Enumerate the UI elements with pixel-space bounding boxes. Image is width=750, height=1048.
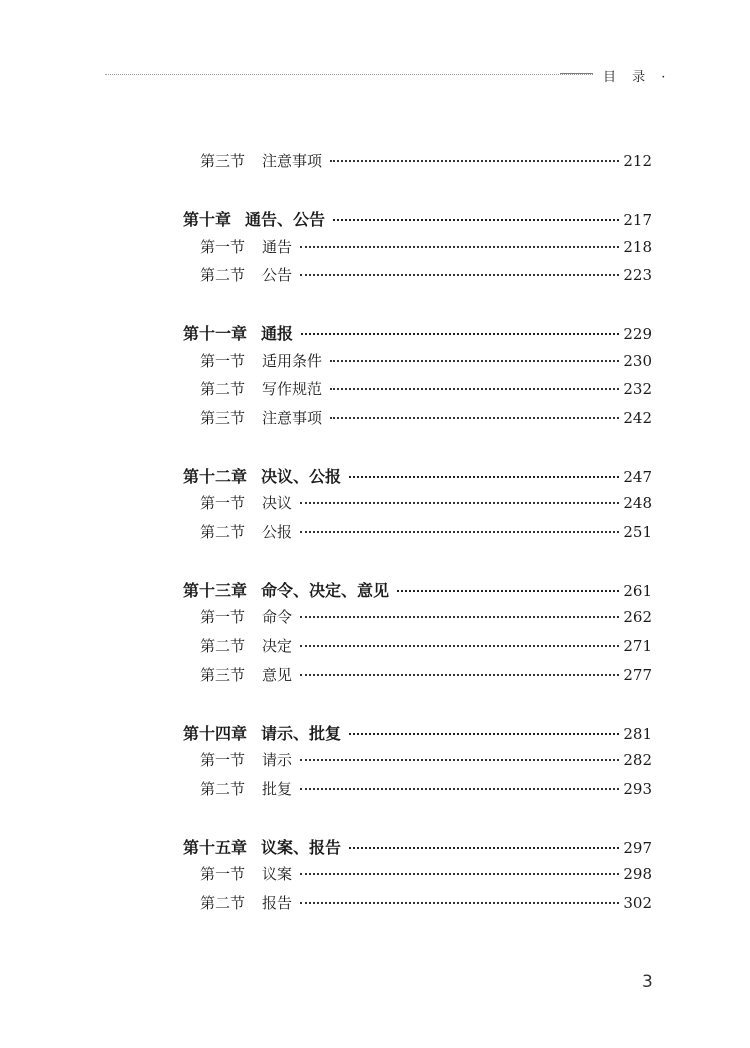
section-title: 公报: [262, 523, 293, 541]
toc-section-entry: [200, 521, 652, 541]
section-title: 批复: [262, 780, 293, 798]
section-title: 适用条件: [262, 352, 323, 370]
dot-leader: [300, 898, 619, 904]
section-number: 第二节: [200, 780, 246, 798]
section-title: 命令: [262, 608, 293, 626]
page-reference: 282: [623, 751, 652, 769]
toc-chapter-entry: [183, 207, 652, 229]
page-reference: 261: [623, 582, 652, 600]
section-title: 公告: [262, 266, 293, 284]
toc-section-entry: [200, 150, 652, 170]
toc-section-entry: [200, 778, 652, 798]
page-reference: 232: [623, 380, 652, 398]
section-number: 第一节: [200, 751, 246, 769]
page-reference: 217: [623, 211, 652, 229]
dot-leader: [301, 329, 619, 335]
toc-section-entry: [200, 378, 652, 398]
page-reference: 247: [623, 468, 652, 486]
chapter-title: 通报: [261, 324, 294, 343]
section-number: 第一节: [200, 608, 246, 626]
chapter-number: 第十三章: [183, 581, 248, 600]
toc-section-entry: [200, 236, 652, 256]
toc-section-entry: [200, 664, 652, 684]
section-number: 第三节: [200, 666, 246, 684]
page-reference: 302: [623, 894, 652, 912]
toc-section-entry: [200, 749, 652, 769]
page-reference: 242: [623, 409, 652, 427]
header-solid-rule: [560, 73, 593, 74]
chapter-title: 决议、公报: [261, 467, 342, 486]
page-reference: 218: [623, 238, 652, 256]
toc-chapter-entry: [183, 721, 652, 743]
dot-leader: [300, 670, 619, 676]
toc-section-entry: [200, 407, 652, 427]
dot-leader: [300, 498, 619, 504]
section-title: 议案: [262, 865, 293, 883]
page-reference: 281: [623, 725, 652, 743]
section-number: 第二节: [200, 894, 246, 912]
dot-leader: [300, 869, 619, 875]
page-reference: 271: [623, 637, 652, 655]
chapter-number: 第十四章: [183, 724, 248, 743]
chapter-title: 议案、报告: [261, 838, 342, 857]
page-reference: 298: [623, 865, 652, 883]
dot-leader: [333, 215, 619, 221]
section-number: 第一节: [200, 494, 246, 512]
chapter-title: 通告、公告: [245, 210, 326, 229]
dot-leader: [330, 356, 619, 362]
page-reference: 293: [623, 780, 652, 798]
section-title: 报告: [262, 894, 293, 912]
toc-section-entry: [200, 863, 652, 883]
section-title: 注意事项: [262, 409, 323, 427]
page-reference: 297: [623, 839, 652, 857]
dot-leader: [330, 413, 619, 419]
section-number: 第一节: [200, 865, 246, 883]
section-title: 决议: [262, 494, 293, 512]
toc-chapter-entry: [183, 464, 652, 486]
section-title: 注意事项: [262, 152, 323, 170]
page-reference: 277: [623, 666, 652, 684]
section-number: 第二节: [200, 637, 246, 655]
section-number: 第三节: [200, 152, 246, 170]
header-dotted-rule: [105, 74, 593, 75]
dot-leader: [349, 729, 619, 735]
page-reference: 230: [623, 352, 652, 370]
page-reference: 251: [623, 523, 652, 541]
section-number: 第二节: [200, 523, 246, 541]
page-reference: 212: [623, 152, 652, 170]
dot-leader: [349, 472, 619, 478]
chapter-number: 第十五章: [183, 838, 248, 857]
dot-leader: [397, 586, 619, 592]
dot-leader: [300, 784, 619, 790]
dot-leader: [300, 242, 619, 248]
section-number: 第三节: [200, 409, 246, 427]
toc-chapter-entry: [183, 578, 652, 600]
dot-leader: [330, 384, 619, 390]
section-title: 写作规范: [262, 380, 323, 398]
dot-leader: [300, 527, 619, 533]
page-reference: 223: [623, 266, 652, 284]
section-title: 决定: [262, 637, 293, 655]
dot-leader: [300, 270, 619, 276]
toc-section-entry: [200, 350, 652, 370]
section-number: 第一节: [200, 238, 246, 256]
toc-section-entry: [200, 264, 652, 284]
dot-leader: [349, 843, 619, 849]
chapter-title: 命令、决定、意见: [261, 581, 390, 600]
toc-section-entry: [200, 606, 652, 626]
page-reference: 229: [623, 325, 652, 343]
page-reference: 248: [623, 494, 652, 512]
section-title: 通告: [262, 238, 293, 256]
chapter-number: 第十章: [183, 210, 232, 229]
toc-section-entry: [200, 892, 652, 912]
toc-section-entry: [200, 635, 652, 655]
page-reference: 262: [623, 608, 652, 626]
chapter-number: 第十二章: [183, 467, 248, 486]
chapter-title: 请示、批复: [261, 724, 342, 743]
dot-leader: [300, 641, 619, 647]
running-header: 目 录 ·: [603, 70, 672, 85]
toc-chapter-entry: [183, 835, 652, 857]
page-number: 3: [642, 972, 653, 992]
toc-section-entry: [200, 492, 652, 512]
chapter-number: 第十一章: [183, 324, 248, 343]
dot-leader: [330, 156, 619, 162]
section-number: 第一节: [200, 352, 246, 370]
section-title: 请示: [262, 751, 293, 769]
section-title: 意见: [262, 666, 293, 684]
section-number: 第二节: [200, 266, 246, 284]
toc-chapter-entry: [183, 321, 652, 343]
section-number: 第二节: [200, 380, 246, 398]
dot-leader: [300, 612, 619, 618]
dot-leader: [300, 755, 619, 761]
